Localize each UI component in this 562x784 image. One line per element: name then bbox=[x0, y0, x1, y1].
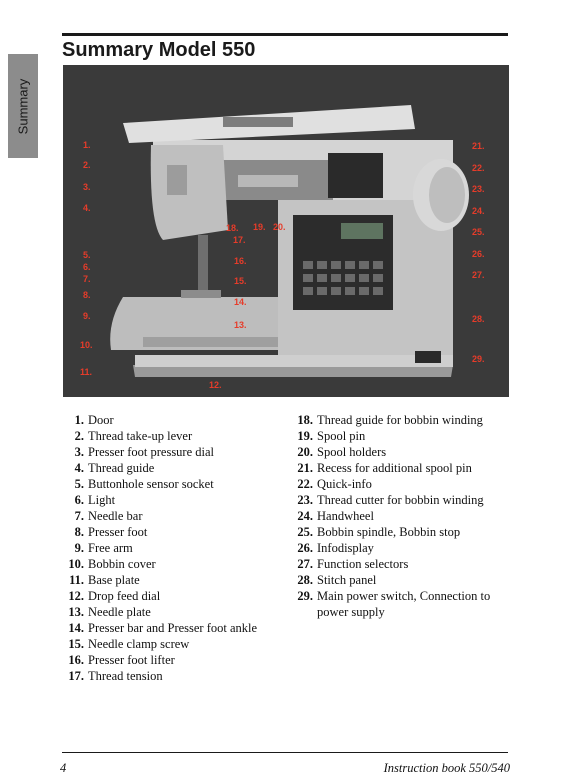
list-item: 9. Free arm bbox=[74, 541, 133, 555]
callout-1: 1. bbox=[83, 140, 91, 150]
callout-23: 23. bbox=[472, 184, 485, 194]
callout-15: 15. bbox=[234, 276, 247, 286]
list-item: 27. Function selectors bbox=[297, 557, 409, 571]
callout-11: 11. bbox=[80, 367, 93, 377]
callout-3: 3. bbox=[83, 182, 91, 192]
list-item: 21. Recess for additional spool pin bbox=[297, 461, 472, 475]
list-item: 16. Presser foot lifter bbox=[68, 653, 175, 667]
list-item: 29. Main power switch, Connection to power supply bbox=[297, 589, 491, 619]
callout-14: 14. bbox=[234, 297, 247, 307]
callout-27: 27. bbox=[472, 270, 485, 280]
parts-list-left bbox=[66, 412, 294, 684]
list-item: 18. Thread guide for bobbin winding bbox=[297, 413, 483, 427]
list-item: 19. Spool pin bbox=[297, 429, 366, 443]
sewing-machine-photo bbox=[63, 65, 509, 397]
list-item: 5. Buttonhole sensor socket bbox=[74, 477, 214, 491]
callout-18: 18. bbox=[226, 223, 239, 233]
callout-25: 25. bbox=[472, 227, 485, 237]
list-item: 7. Needle bar bbox=[74, 509, 143, 523]
callout-17: 17. bbox=[233, 235, 246, 245]
list-item: 2. Thread take-up lever bbox=[74, 429, 193, 443]
callout-26: 26. bbox=[472, 249, 485, 259]
list-item: 24. Handwheel bbox=[297, 509, 374, 523]
callout-9: 9. bbox=[83, 311, 91, 321]
list-item: 15. Needle clamp screw bbox=[68, 637, 190, 651]
callout-16: 16. bbox=[234, 256, 247, 266]
callout-24: 24. bbox=[472, 206, 485, 216]
list-item: 17. Thread tension bbox=[68, 669, 163, 683]
list-item: 22. Quick-info bbox=[297, 477, 372, 491]
list-item: 28. Stitch panel bbox=[297, 573, 377, 587]
footer-rule bbox=[62, 752, 508, 753]
callout-22: 22. bbox=[472, 163, 485, 173]
list-item: 11. Base plate bbox=[69, 573, 140, 587]
list-item: 26. Infodisplay bbox=[297, 541, 374, 555]
list-item: 20. Spool holders bbox=[297, 445, 387, 459]
list-item: 13. Needle plate bbox=[68, 605, 151, 619]
list-item: 8. Presser foot bbox=[74, 525, 148, 539]
callout-6: 6. bbox=[83, 262, 91, 272]
callout-4: 4. bbox=[83, 203, 91, 213]
callout-2: 2. bbox=[83, 160, 91, 170]
callout-19: 19. bbox=[253, 222, 266, 232]
list-item: 3. Presser foot pressure dial bbox=[74, 445, 215, 459]
callout-13: 13. bbox=[234, 320, 247, 330]
list-item: 25. Bobbin spindle, Bobbin stop bbox=[297, 525, 461, 539]
list-item: 6. Light bbox=[74, 493, 116, 507]
callout-5: 5. bbox=[83, 250, 91, 260]
callout-7: 7. bbox=[83, 274, 91, 284]
list-item: 10. Bobbin cover bbox=[68, 557, 156, 571]
section-tab bbox=[8, 54, 38, 158]
parts-list-right bbox=[295, 412, 510, 620]
callout-10: 10. bbox=[80, 340, 93, 350]
sewing-machine-illustration bbox=[63, 65, 509, 397]
list-item: 4. Thread guide bbox=[74, 461, 155, 475]
list-item: 1. Door bbox=[74, 413, 114, 427]
callout-21: 21. bbox=[472, 141, 485, 151]
book-title: Instruction book 550/540 bbox=[383, 761, 510, 775]
list-item: 23. Thread cutter for bobbin winding bbox=[297, 493, 484, 507]
callout-8: 8. bbox=[83, 290, 91, 300]
list-item: 12. Drop feed dial bbox=[68, 589, 161, 603]
page-number: 4 bbox=[60, 761, 67, 775]
callout-12: 12. bbox=[209, 380, 222, 390]
callout-20: 20. bbox=[273, 222, 286, 232]
page-title: Summary Model 550 bbox=[62, 39, 256, 61]
list-item: 14. Presser bar and Presser foot ankle bbox=[68, 621, 258, 635]
callout-29: 29. bbox=[472, 354, 485, 364]
section-tab-label: Summary bbox=[15, 78, 31, 134]
callout-28: 28. bbox=[472, 314, 485, 324]
title-rule bbox=[62, 33, 508, 36]
